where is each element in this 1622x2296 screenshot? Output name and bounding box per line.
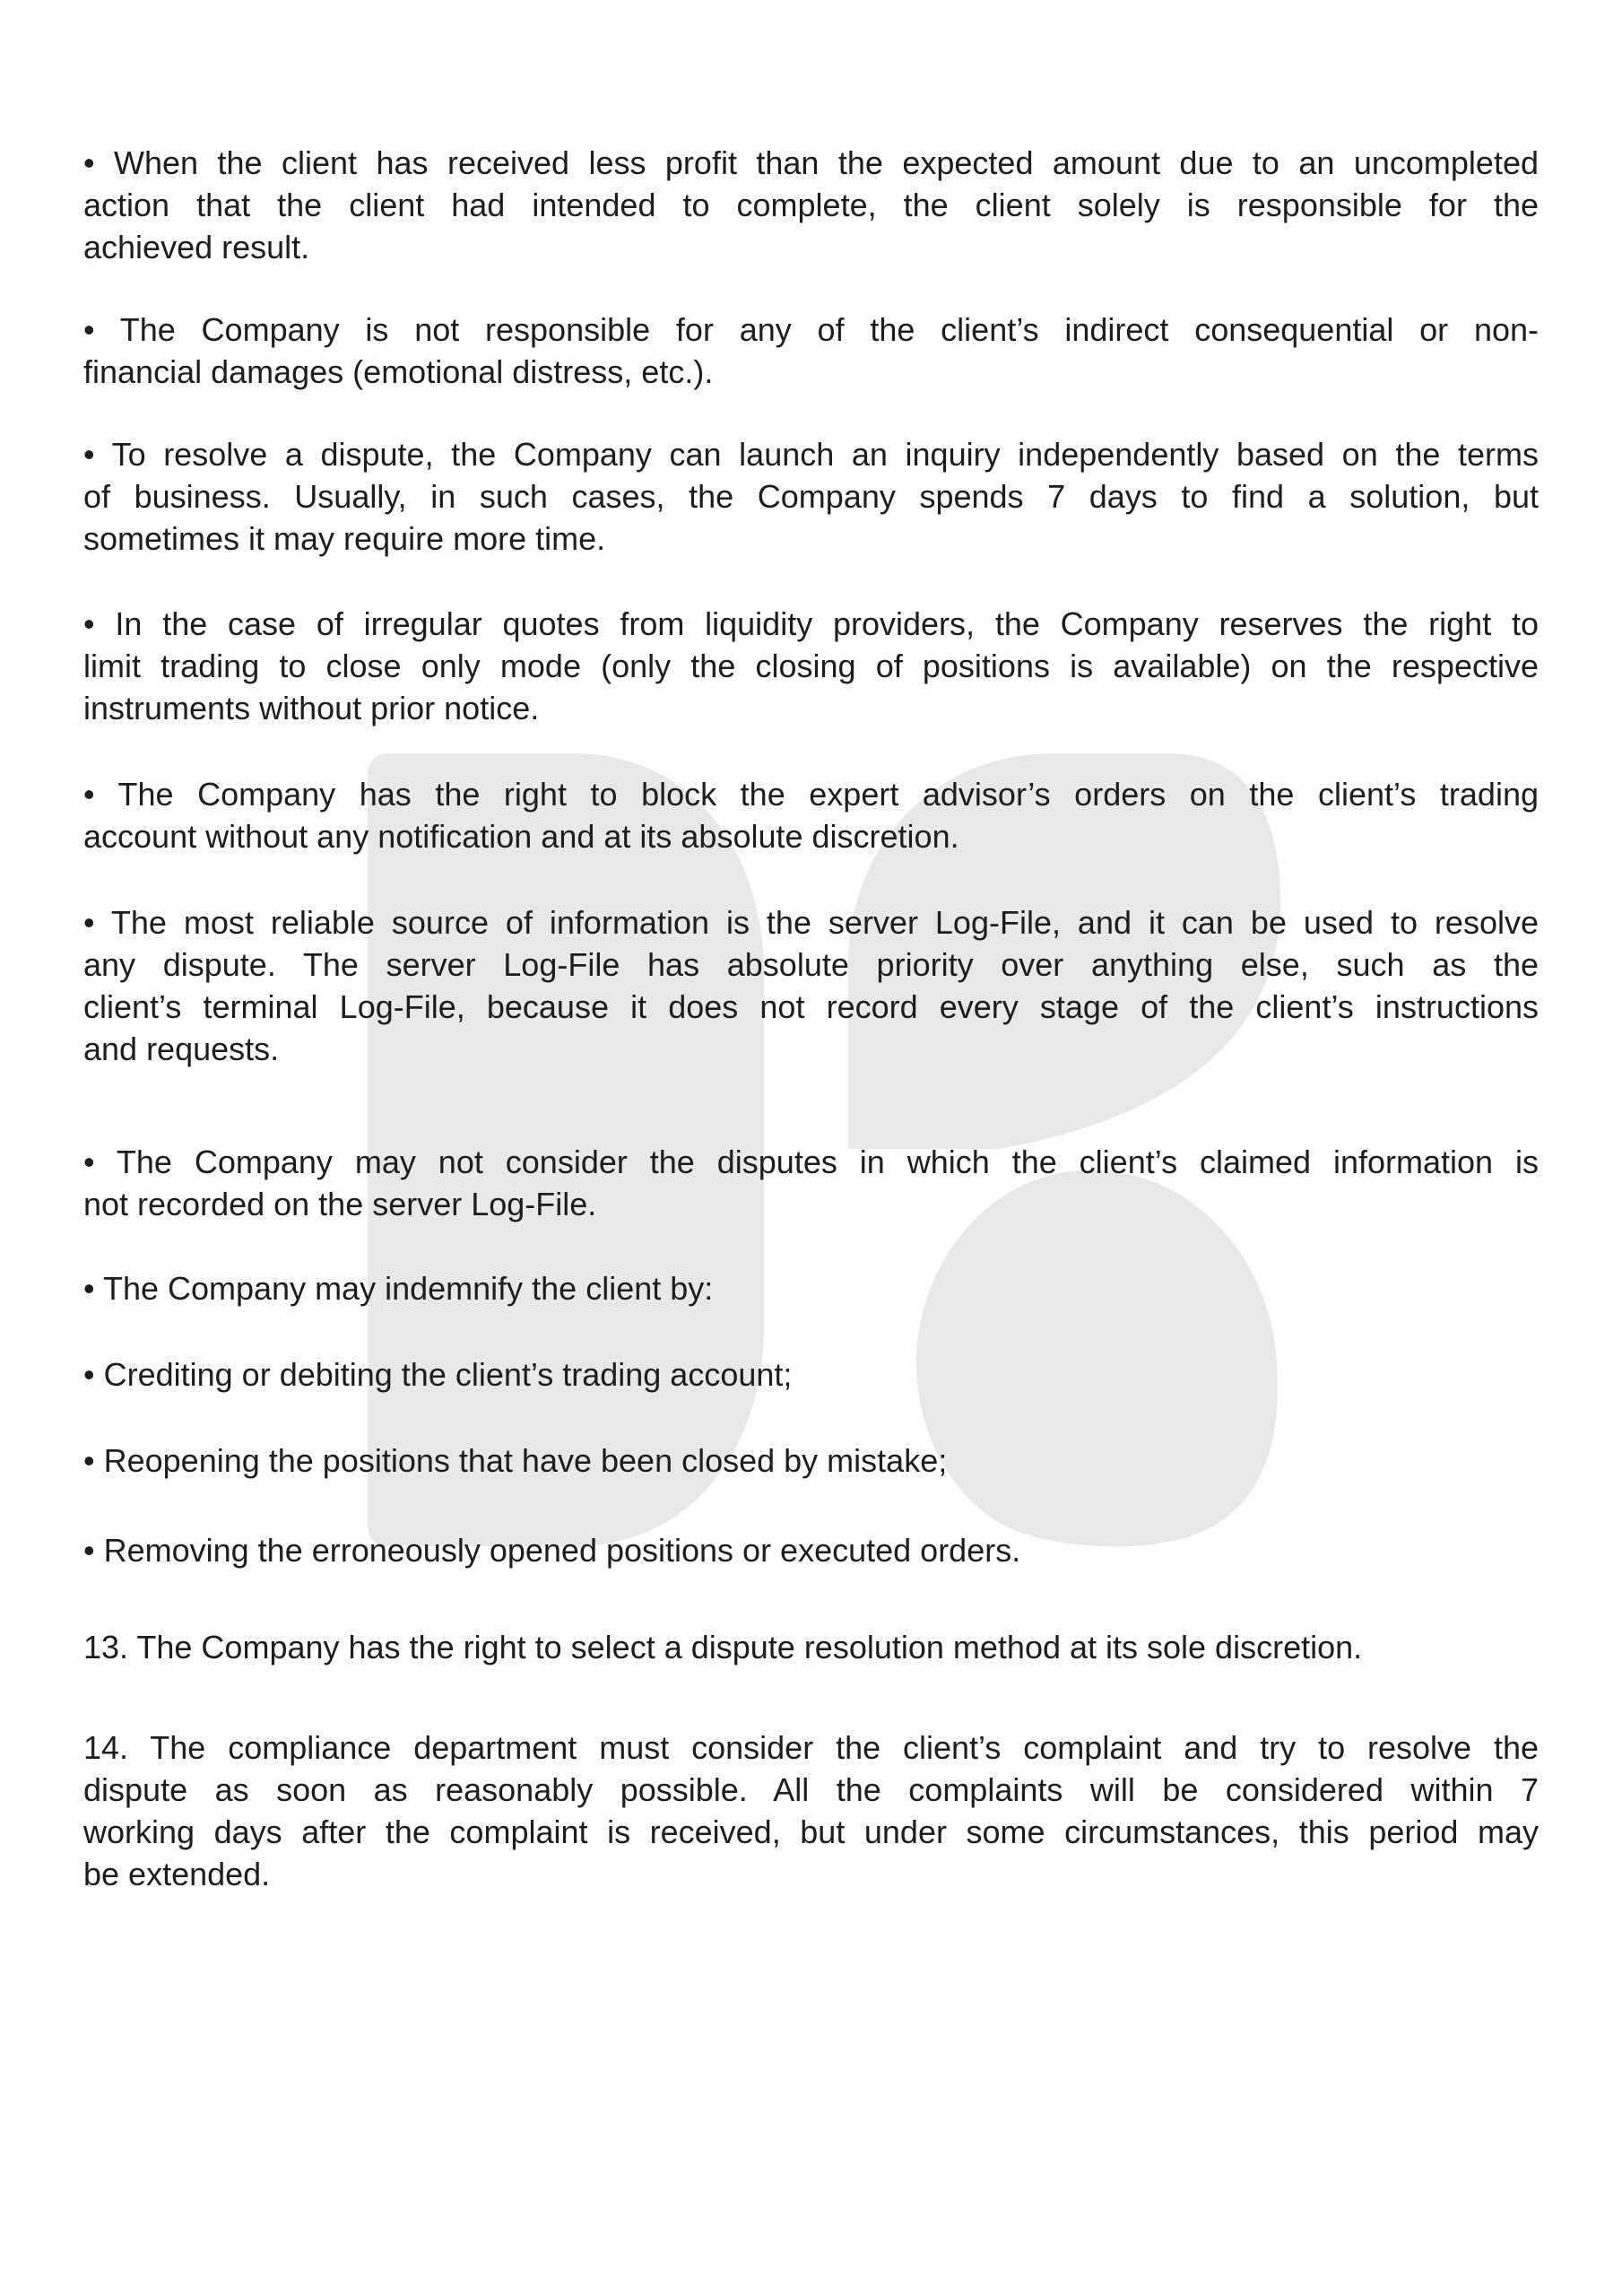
text-line: 13. The Company has the right to select a dispute resolution method at its sole discretion. [83,1629,1363,1665]
text-line: any dispute. The server Log-File has absolute priority over anything else, such as the [83,946,1539,983]
text-line: dispute as soon as reasonably possible. All the complaints will be considered within 7 [83,1771,1539,1808]
text-line: • The Company has the right to block the expert advisor’s orders on the client’s trading [83,776,1539,813]
text-line: and requests. [83,1031,280,1067]
text-line: client’s terminal Log-File, because it does not record every stage of the client’s instructions [83,988,1539,1025]
terms-text-block [83,142,1539,1895]
text-line: • Reopening the positions that have been closed by mistake; [83,1442,948,1479]
text-line: action that the client had intended to complete, the client solely is responsible for the [83,187,1539,223]
terms-paragraph [83,309,1539,393]
text-line: • The most reliable source of information is the server Log-File, and it can be used to resolve [83,904,1539,941]
text-line: financial damages (emotional distress, etc.). [83,353,714,390]
text-line: be extended. [83,1856,271,1892]
text-line: • Crediting or debiting the client’s trading account; [83,1356,793,1393]
text-line: 14. The compliance department must consider the client’s complaint and try to resolve the [83,1729,1539,1766]
terms-paragraph [83,1267,1539,1309]
terms-paragraph [83,773,1539,857]
terms-clause-13 [83,1626,1539,1668]
terms-paragraph [83,142,1539,268]
text-line: • The Company may not consider the disputes in which the client’s claimed information is [83,1144,1539,1180]
text-line: limit trading to close only mode (only the closing of positions is available) on the respective [83,648,1539,684]
text-line: achieved result. [83,229,310,265]
text-line: • The Company may indemnify the client by: [83,1270,714,1307]
text-line: of business. Usually, in such cases, the Company spends 7 days to find a solution, but [83,478,1539,515]
terms-paragraph [83,1439,1539,1482]
text-line: working days after the complaint is received, but under some circumstances, this period may [83,1813,1539,1850]
terms-clause-14 [83,1726,1539,1895]
terms-paragraph [83,433,1539,560]
text-line: sometimes it may require more time. [83,520,606,557]
text-line: • Removing the erroneously opened positions or executed orders. [83,1532,1021,1569]
text-line: • To resolve a dispute, the Company can launch an inquiry independently based on the terms [83,436,1539,473]
text-line: • When the client has received less profit than the expected amount due to an uncompleted [83,144,1539,181]
terms-paragraph [83,603,1539,729]
terms-paragraph [83,1529,1539,1571]
text-line: • In the case of irregular quotes from liquidity providers, the Company reserves the right to [83,605,1539,642]
terms-paragraph [83,901,1539,1070]
terms-paragraph [83,1141,1539,1225]
text-line: • The Company is not responsible for any of the client’s indirect consequential or non- [83,311,1539,348]
text-line: instruments without prior notice. [83,690,540,726]
text-line: account without any notification and at its absolute discretion. [83,818,959,855]
terms-paragraph [83,1353,1539,1396]
text-line: not recorded on the server Log-File. [83,1186,597,1222]
